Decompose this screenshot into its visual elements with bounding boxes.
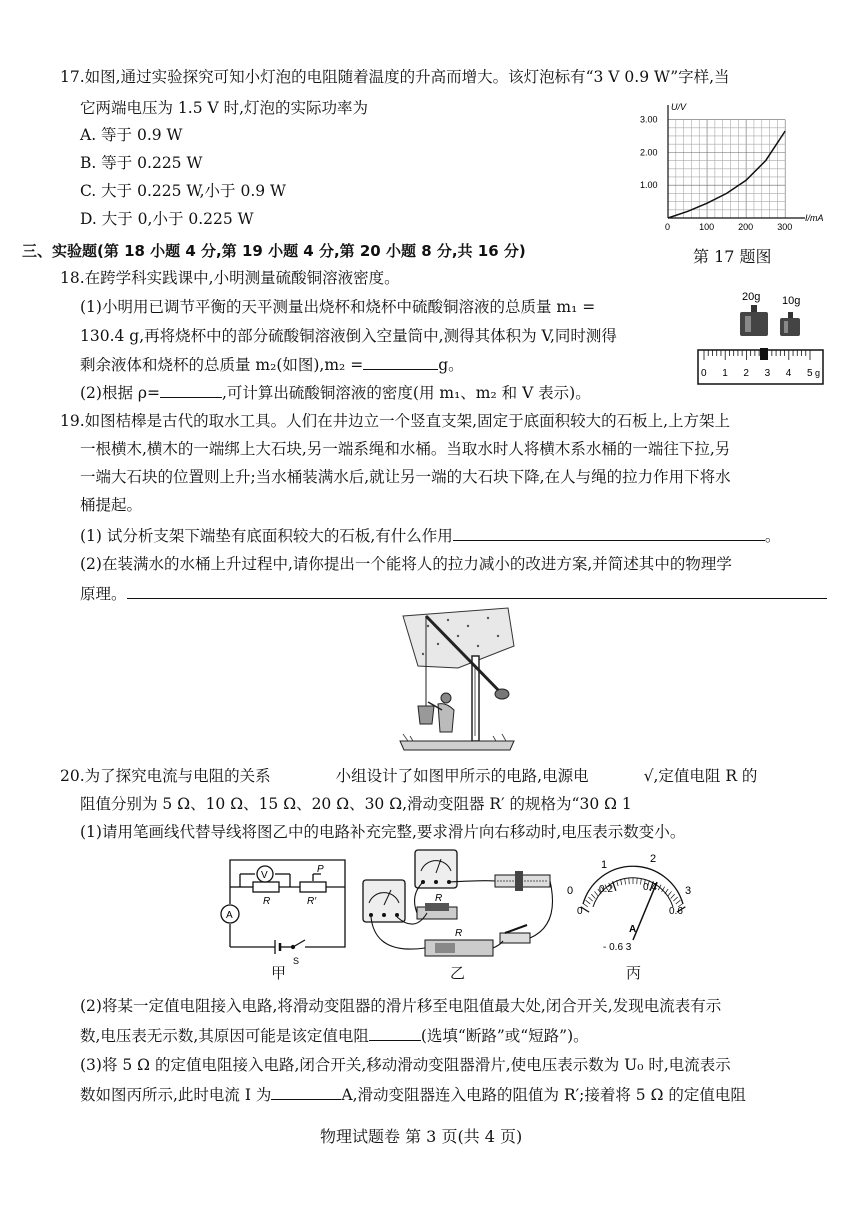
battery-symbol	[275, 940, 280, 954]
dial-big-3: 3	[685, 885, 692, 897]
rheostat-device-icon	[495, 871, 550, 891]
y-tick-label: 1.00	[640, 180, 658, 191]
q18-stem: 18.在跨学科实践课中,小明测量硫酸铜溶液密度。	[60, 269, 400, 287]
q17-figure-caption: 第 17 题图	[693, 247, 772, 266]
q19-stem-line1: 19.如图桔槔是古代的取水工具。人们在井边立一个竖直支架,固定于底面积较大的石板上,上方架上	[60, 412, 731, 430]
yi-r-label: R	[435, 893, 443, 904]
dial-tick	[583, 903, 588, 907]
q19-part2-text: 原理。	[80, 585, 127, 603]
weight-10g-icon	[780, 312, 800, 336]
dial-big-0: 0	[567, 885, 574, 897]
dial-tick	[665, 889, 668, 894]
q20-part3-tail: A,滑动变阻器连入电路的阻值为 R′;接着将 5 Ω 的定值电阻	[341, 1086, 746, 1104]
q20-part3-line1: (3)将 5 Ω 的定值电阻接入电路,闭合开关,移动滑动变阻器滑片,使电压表示数为 U₀ 时,电流表示	[80, 1056, 731, 1074]
q19-part1-end: 。	[764, 527, 781, 545]
q19-stem-line2: 一根横木,横木的一端绑上大石块,另一端系绳和水桶。当取水时人将横木系水桶的一端往下拉,另	[80, 440, 731, 458]
q20-part2-line2	[80, 1024, 589, 1047]
scale-tick-label: 4	[785, 368, 792, 379]
dial-small-02: 0.2	[599, 884, 613, 895]
q20-stem-part-b: 小组设计了如图甲所示的电路,电源电	[335, 767, 589, 785]
voltmeter-label: V	[261, 870, 268, 881]
dial-small-04: 0.4	[643, 882, 657, 893]
dial-tick	[613, 881, 616, 890]
q17-stem-line2: 它两端电压为 1.5 V 时,灯泡的实际功率为	[80, 99, 369, 117]
q20-part1: (1)请用笔画线代替导线将图乙中的电路补充完整,要求滑片向右移动时,电压表示数变小。	[80, 823, 686, 841]
dial-small-0: 0	[577, 906, 583, 917]
fig-label-bing: 丙	[626, 964, 642, 982]
q18-part1-line1: (1)小明用已调节平衡的天平测量出烧杯和烧杯中硫酸铜溶液的总质量 m₁ =	[80, 298, 596, 316]
well-sweep-illustration	[398, 606, 516, 752]
q17-option-b: B. 等于 0.225 W	[80, 154, 203, 172]
circuit-diagram-yi	[355, 845, 560, 970]
q19-part1	[80, 524, 780, 547]
y-tick-label: 3.00	[640, 114, 658, 125]
q20-stem-part-a: 20.为了探究电流与电阻的关系	[60, 767, 271, 785]
scale-tick-label: 1	[722, 368, 728, 379]
dial-tick	[640, 879, 641, 885]
slider-p-label: P	[317, 864, 324, 875]
q20-part3-text: 数如图丙所示,此时电流 I 为	[80, 1086, 272, 1104]
q19-part2-line1: (2)在装满水的水桶上升过程中,请你提出一个能将人的拉力减小的改进方案,并简述其中的物理学	[80, 555, 732, 573]
section-header: 三、实验题(第 18 小题 4 分,第 19 小题 4 分,第 20 小题 8 分,共 16 分)	[22, 242, 526, 260]
q18-density-blank[interactable]	[160, 381, 222, 398]
q17-option-d: D. 大于 0,小于 0.225 W	[80, 210, 254, 228]
q20-stem-part-c: √,定值电阻 R 的	[643, 767, 758, 785]
q17-option-a: A. 等于 0.9 W	[80, 126, 183, 144]
dial-tick	[671, 894, 675, 898]
dial-tick	[594, 891, 598, 896]
weight-10g-label: 10g	[782, 295, 801, 307]
q19-part2-line2	[80, 582, 827, 605]
q17-uv-chart	[640, 98, 824, 238]
switch-symbol	[280, 940, 305, 949]
resistor-r-label: R	[263, 896, 271, 907]
q20-part2-line1: (2)将某一定值电阻接入电路,将滑动变阻器的滑片移至电阻值最大处,闭合开关,发现电流表有示	[80, 997, 722, 1015]
rheostat-label: R′	[307, 896, 317, 907]
dial-small-06: 0.6	[669, 906, 683, 917]
q19-stem-line4: 桶提起。	[80, 496, 143, 514]
rider-icon	[760, 348, 768, 360]
x-tick-label: 0	[665, 222, 671, 232]
dial-unit: A	[629, 924, 637, 935]
q19-part1-text: (1) 试分析支架下端垫有底面积较大的石板,有什么作用	[80, 527, 453, 545]
weight-20g-icon	[740, 305, 768, 336]
dial-big-2: 2	[650, 853, 657, 865]
q18-part2-tail: ,可计算出硫酸铜溶液的密度(用 m₁、m₂ 和 V 表示)。	[221, 384, 591, 402]
switch-device-icon	[500, 925, 530, 943]
q20-current-blank[interactable]	[271, 1083, 341, 1100]
circuit-diagram-jia	[195, 852, 355, 977]
fig-label-jia: 甲	[271, 964, 287, 982]
fig-label-yi: 乙	[450, 964, 466, 982]
dial-tick	[591, 894, 595, 898]
q18-part2-text: (2)根据 ρ=	[80, 384, 160, 402]
ammeter-dial-bing	[565, 852, 700, 952]
ammeter-label: A	[226, 910, 233, 921]
q18-part1-line2: 130.4 g,再将烧杯中的部分硫酸铜溶液倒入空量筒中,测得其体积为 V,同时测得	[80, 327, 617, 345]
q20-part3-line2	[80, 1083, 746, 1106]
x-tick-label: 200	[738, 222, 754, 232]
ammeter-device-icon	[363, 880, 405, 922]
x-axis-label: I/mA	[805, 213, 824, 223]
y-axis-label: U/V	[671, 102, 687, 112]
q17-option-c: C. 大于 0.225 W,小于 0.9 W	[80, 182, 286, 200]
battery-box-icon	[425, 940, 493, 956]
q19-stem-line3: 一端大石块的位置则上升;当水桶装满水后,就让另一端的大石块下降,在人与绳的拉力作用下将水	[80, 468, 731, 486]
scale-tick-label: 3	[764, 368, 771, 379]
dial-tick	[668, 891, 672, 896]
x-tick-label: 300	[777, 222, 793, 232]
q20-part2-blank[interactable]	[369, 1024, 421, 1041]
q18-part1-text: 剩余液体和烧杯的总质量 m₂(如图),m₂ =	[80, 356, 364, 374]
dial-tick	[676, 900, 681, 904]
q20-part2-tail: (选填“断路”或“短路”)。	[420, 1027, 589, 1045]
dial-tick	[588, 897, 592, 901]
q20-stem-line1	[60, 765, 757, 787]
fixed-resistor-icon	[417, 903, 457, 919]
q18-part2	[80, 381, 591, 404]
switch-label: S	[293, 956, 300, 966]
q18-unit: g。	[438, 356, 464, 374]
q19-part1-blank[interactable]	[453, 524, 765, 541]
q18-part1-line3	[80, 353, 464, 376]
rider-scale	[698, 348, 823, 384]
dial-tick	[586, 900, 591, 904]
dial-tick	[621, 879, 622, 885]
q19-part2-blank[interactable]	[127, 582, 827, 599]
yi-battery-label: R	[455, 928, 463, 939]
dial-tick	[625, 879, 626, 885]
y-tick-label: 2.00	[640, 147, 658, 158]
page-footer: 物理试题卷 第 3 页(共 4 页)	[320, 1127, 523, 1146]
q20-part2-text: 数,电压表无示数,其原因可能是该定值电阻	[80, 1027, 369, 1045]
scale-tick-label: 0	[701, 368, 707, 379]
x-tick-label: 100	[699, 222, 715, 232]
q17-stem-line1: 17.如图,通过实验探究可知小灯泡的电阻随着温度的升高而增大。该灯泡标有“3 V 0.9 W”字样,当	[60, 68, 730, 86]
scale-tick-label: 2	[743, 368, 749, 379]
weight-20g-label: 20g	[742, 291, 761, 303]
scale-unit: g	[815, 368, 821, 378]
scale-tick-label: 5	[807, 368, 813, 379]
dial-tick	[658, 885, 661, 890]
dial-tick	[673, 897, 677, 901]
q18-m2-blank[interactable]	[363, 353, 438, 370]
q18-balance-figure	[690, 290, 825, 390]
q20-stem-line2: 阻值分别为 5 Ω、10 Ω、15 Ω、20 Ω、30 Ω,滑动变阻器 R′ 的规格为“30 Ω 1	[80, 795, 632, 813]
dial-terminals: - 0.6 3	[603, 942, 632, 953]
dial-big-1: 1	[601, 859, 608, 871]
